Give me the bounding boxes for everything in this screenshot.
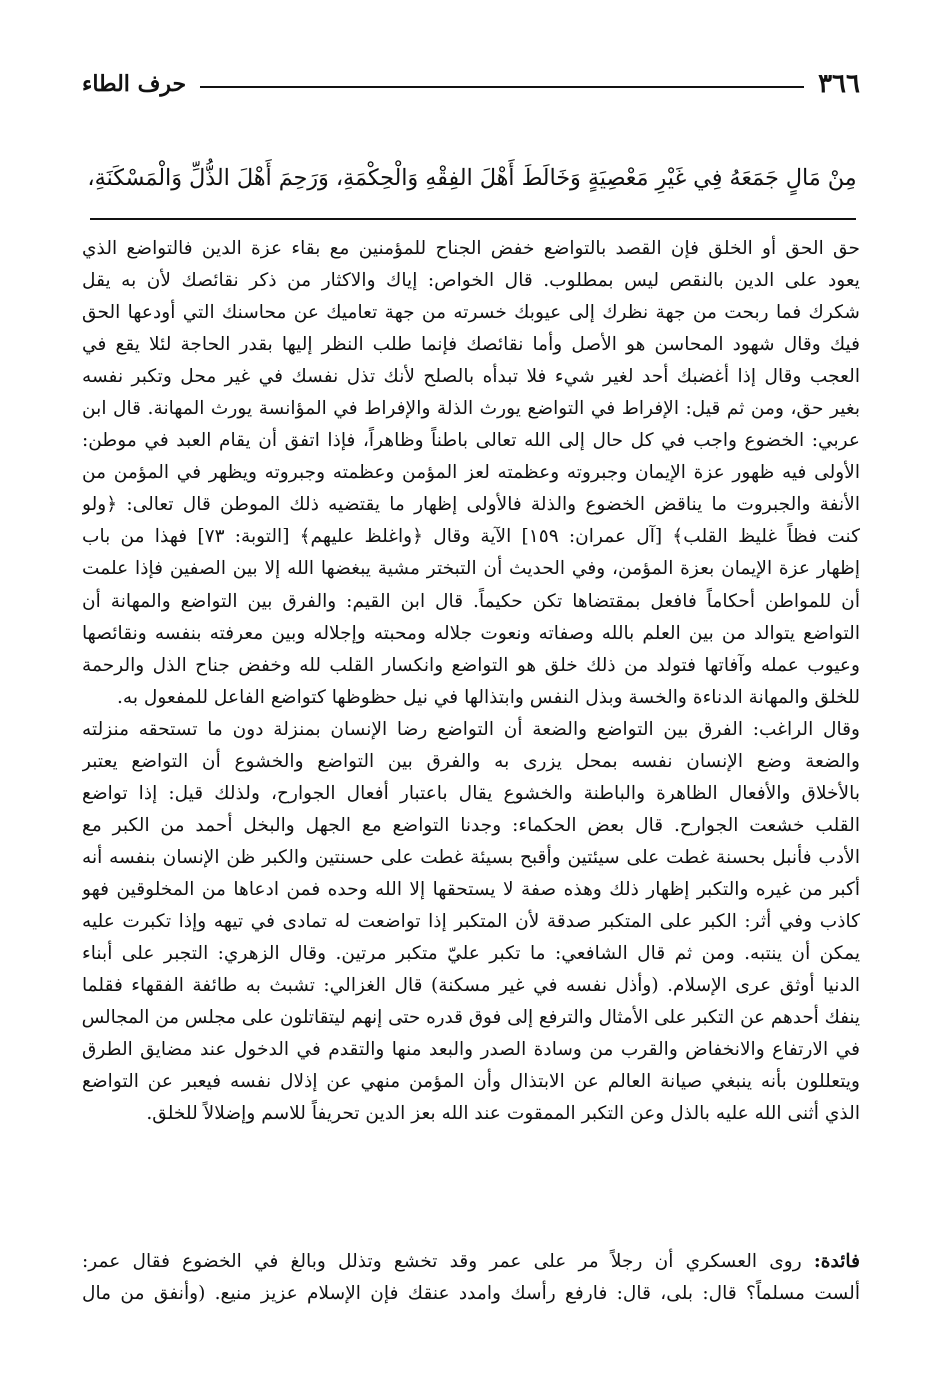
commentary-line: في الارتفاع والانخفاض والقرب من وسادة الصدر والبعد منها والتقدم في الدخول عند مضايق الطرق (82, 1039, 860, 1061)
faida-note (82, 1246, 860, 1310)
commentary-line: الدنيا أوثق عرى الإسلام. (وأذل نفسه في غير مسكنة) قال الغزالي: تشبث به طائفة الفقهاء فقلما (82, 975, 860, 997)
commentary-line: الأولى فيه ظهور عزة الإيمان وجبروته وعظمته لعز المؤمن وعظمته وجبروته ويظهر في المؤمن من (82, 462, 860, 484)
running-title: حرف الطاء (82, 71, 187, 97)
commentary-line: التواضع يتوالد من بين العلم بالله وصفاته ونعوت جلاله ومحبته وإجلاله وبين معرفته بنفسه ونقائصها (82, 622, 860, 644)
commentary-text (82, 233, 860, 1130)
commentary-line: القلب خشعت الجوارح. قال بعض الحكماء: وجدنا التواضع مع الجهل والبخل أحمد من الكبر مع (82, 814, 860, 836)
commentary-line: الأنفة والجبروت ما يناقض الخضوع والذلة فالأولى إظهار ما يقتضيه ذلك الموطن قال تعالى: ﴿ولو (82, 494, 860, 516)
commentary-line: الذي أثنى الله عليه بالذل وعن التكبر الممقوت عند الله بعز الدين تحريفاً للاسم وإضلالاً للخلق. (146, 1103, 860, 1125)
commentary-line: والضعة وضع الإنسان نفسه بمحل يزرى به والفرق بين التواضع والخشوع أن التواضع يعتبر (82, 750, 860, 772)
faida-line (82, 1246, 860, 1278)
commentary-line: بغير حق، ومن ثم قيل: الإفراط في التواضع يورث الذلة والإفراط في المؤانسة يورث المهانة. قال ابن (82, 398, 860, 420)
page-header (82, 64, 860, 104)
commentary-line: إظهار عزة الإيمان بعزة المؤمن، وفي الحديث أن التبختر مشية يبغضها الله إلا بين الصفين فإذا علمت (82, 558, 860, 580)
commentary-line: ينفك أحدهم عن التكبر على الأمثال والترفع إلى فوق قدره حتى إنهم ليتقاتلون على مجلس من المجالس (82, 1007, 860, 1029)
commentary-line: كاذب وفي أثر: الكبر على المتكبر صدقة لأن المتكبر إذا تواضعت له تمادى في تيهه وإذا تكبرت عليه (82, 910, 860, 932)
commentary-line: أن للمواطن أحكاماً فافعل بمقتضاها تكن حكيماً. قال ابن القيم: والفرق بين التواضع والمهانة أن (82, 590, 860, 612)
faida-label: فائدة: (813, 1251, 860, 1272)
section-divider (90, 218, 856, 220)
commentary-line: وعيوب عمله وآفاتها فتولد من ذلك خلق هو التواضع وانكسار القلب لله وخفض جناح الذل والرحمة (82, 654, 860, 676)
commentary-line: فيك وقال شهود المحاسن هو الأصل وأما نقائصك فإنما طلب النظر إليها بقدر الحاجة لئلا يقع في (82, 334, 860, 356)
hadith-text: مِنْ مَالٍ جَمَعَهُ فِي غَيْرِ مَعْصِيَةٍ وَخَالَطَ أَهْلَ الفِقْهِ وَالْحِكْمَةِ، وَرَحِمَ أَهْلَ الذُّلِّ وَالْمَسْكَنَةِ، (87, 165, 857, 191)
commentary-line: العجب وقال إذا أغضبك أحد لغير شيء فلا تبدأه بالصلح لأنك تذل نفسك في غير محل وتكبر نفسه (82, 366, 860, 388)
commentary-line: عربي: الخضوع واجب في كل حال إلى الله تعالى باطناً وظاهراً، فإذا اتفق أن يقام العبد في موطن: (82, 430, 860, 452)
commentary-line: ويتعللون بأنه ينبغي صيانة العالم عن الابتذال وأن المؤمن منهي عن إذلال نفسه فيعبر عن التواضع (82, 1071, 860, 1093)
faida-text: روى العسكري أن رجلاً مر على عمر وقد تخشع وتذلل وبالغ في الخضوع فقال عمر: (82, 1251, 814, 1272)
commentary-line: يمكن أن ينتبه. ومن ثم قال الشافعي: ما تكبر عليّ متكبر مرتين. وقال الزهري: التجبر على أبناء (82, 943, 860, 965)
header-rule (200, 86, 804, 88)
commentary-line: شكرك فما ربحت من جهة نظرك إلى عيوبك خسرته من جهة تعاميك عن محاسنك التي أودعها الحق (82, 302, 860, 324)
commentary-line: للخلق والمهانة الدناءة والخسة وبذل النفس وابتذالها في نيل حظوظها كتواضع الفاعل للمفعول به. (116, 686, 860, 708)
commentary-line: أكبر من غيره والتكبر إظهار ذلك وهذه صفة لا يستحقها إلا الله وحده فمن ادعاها من المخلوقين فهو (82, 878, 860, 900)
commentary-line: كنت فظاً غليظ القلب﴾ [آل عمران: ١٥٩] الآية وقال ﴿واغلظ عليهم﴾ [التوبة: ٧٣] فهذا من باب (82, 526, 860, 548)
faida-line: ألست مسلماً؟ قال: بلى، قال: فارفع رأسك وامدد عنقك فإن الإسلام عزيز منيع. (وأنفق من مال (82, 1283, 860, 1305)
commentary-line: وقال الراغب: الفرق بين التواضع والضعة أن التواضع رضا الإنسان بمنزلة دون ما تستحقه منزلته (82, 718, 860, 740)
page-number: ٣٦٦ (818, 69, 860, 99)
commentary-line: بالأخلاق والأفعال الظاهرة والباطنة والخشوع يقال باعتبار أفعال الجوارح، ولذلك قيل: إذا تواضع (82, 782, 860, 804)
commentary-line: يعود على الدين بالنقص ليس بمطلوب. قال الخواص: إياك والاكثار من ذكر نقائصك لأن به يقل (82, 270, 860, 292)
commentary-line: حق الحق أو الخلق فإن القصد بالتواضع خفض الجناح للمؤمنين مع بقاء عزة الدين فالتواضع الذي (82, 238, 860, 259)
commentary-line: الأدب فأنبل بحسنة غطت على سيئتين وأقبح بسيئة غطت على حسنتين والكبر ظن الإنسان بنفسه أنه (82, 846, 860, 868)
